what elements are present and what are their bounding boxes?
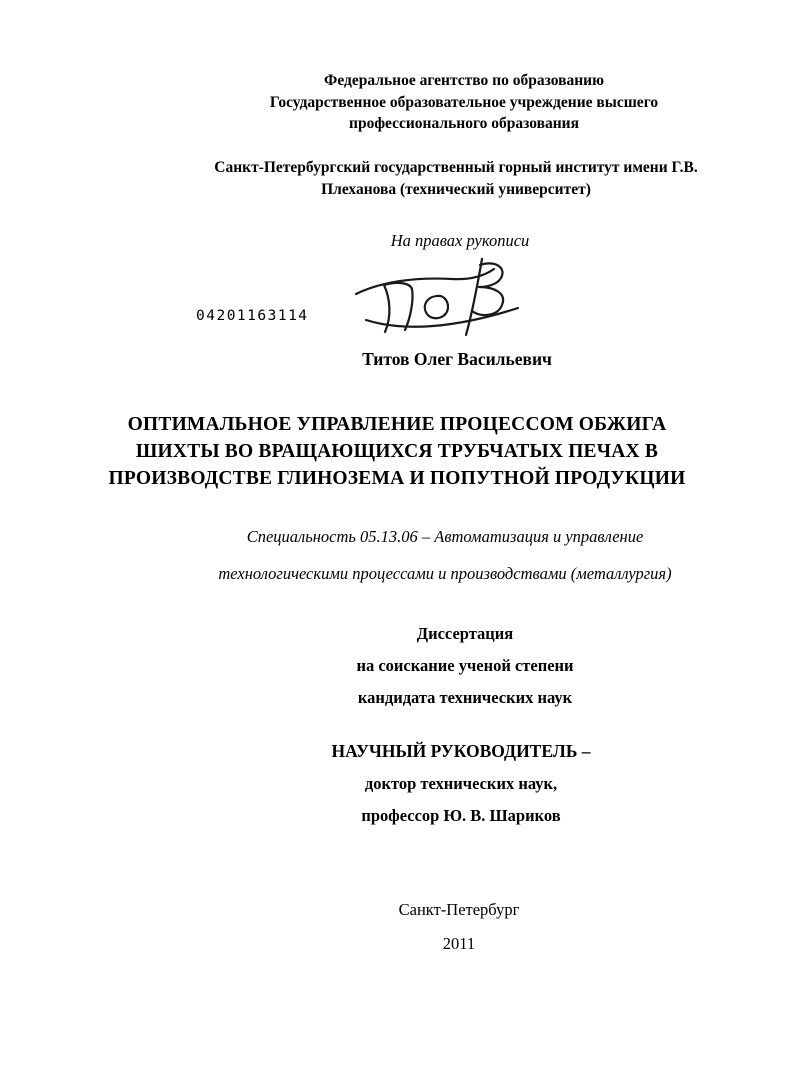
advisor-heading: НАУЧНЫЙ РУКОВОДИТЕЛЬ – bbox=[331, 741, 591, 761]
thesis-line-3: кандидата технических наук bbox=[357, 688, 573, 707]
agency-line-3: профессионального образования bbox=[349, 115, 579, 132]
signature-scribble bbox=[352, 252, 527, 350]
scientific-advisor bbox=[128, 735, 794, 833]
thesis-statement bbox=[136, 618, 794, 714]
specialty bbox=[96, 518, 794, 592]
title-line-2: ШИХТЫ ВО ВРАЩАЮЩИХСЯ ТРУБЧАТЫХ ПЕЧАХ В bbox=[135, 441, 659, 462]
agency-line-1: Федеральное агентство по образованию bbox=[324, 72, 604, 89]
thesis-line-1: Диссертация bbox=[416, 624, 514, 643]
institute-name bbox=[118, 157, 794, 201]
institute-line-2: Плеханова (технический университет) bbox=[321, 181, 591, 198]
advisor-degree: доктор технических наук, bbox=[364, 773, 558, 793]
dissertation-title bbox=[0, 411, 794, 492]
title-line-1: ОПТИМАЛЬНОЕ УПРАВЛЕНИЕ ПРОЦЕССОМ ОБЖИГА bbox=[127, 414, 667, 435]
handwritten-signature bbox=[352, 252, 527, 350]
specialty-line-2: технологическими процессами и производствами (металлургия) bbox=[218, 564, 672, 583]
institute-line-1: Санкт-Петербургский государственный горный институт имени Г.В. bbox=[214, 159, 698, 176]
manuscript-rights-note: На правах рукописи bbox=[390, 231, 530, 250]
thesis-line-2: на соискание ученой степени bbox=[356, 656, 574, 675]
author-name: Титов Олег Васильевич bbox=[362, 349, 552, 369]
registration-code: 04201163114 bbox=[196, 308, 309, 324]
agency-line-2: Государственное образовательное учреждение высшего bbox=[269, 93, 659, 111]
advisor-name: профессор Ю. В. Шариков bbox=[361, 806, 561, 825]
city: Санкт-Петербург bbox=[398, 900, 520, 919]
specialty-line-1: Специальность 05.13.06 – Автоматизация и управление bbox=[246, 527, 644, 546]
year: 2011 bbox=[442, 934, 476, 953]
agency-header bbox=[138, 70, 790, 135]
imprint bbox=[124, 893, 794, 961]
title-line-3: ПРОИЗВОДСТВЕ ГЛИНОЗЕМА И ПОПУТНОЙ ПРОДУКЦИИ bbox=[108, 468, 686, 489]
